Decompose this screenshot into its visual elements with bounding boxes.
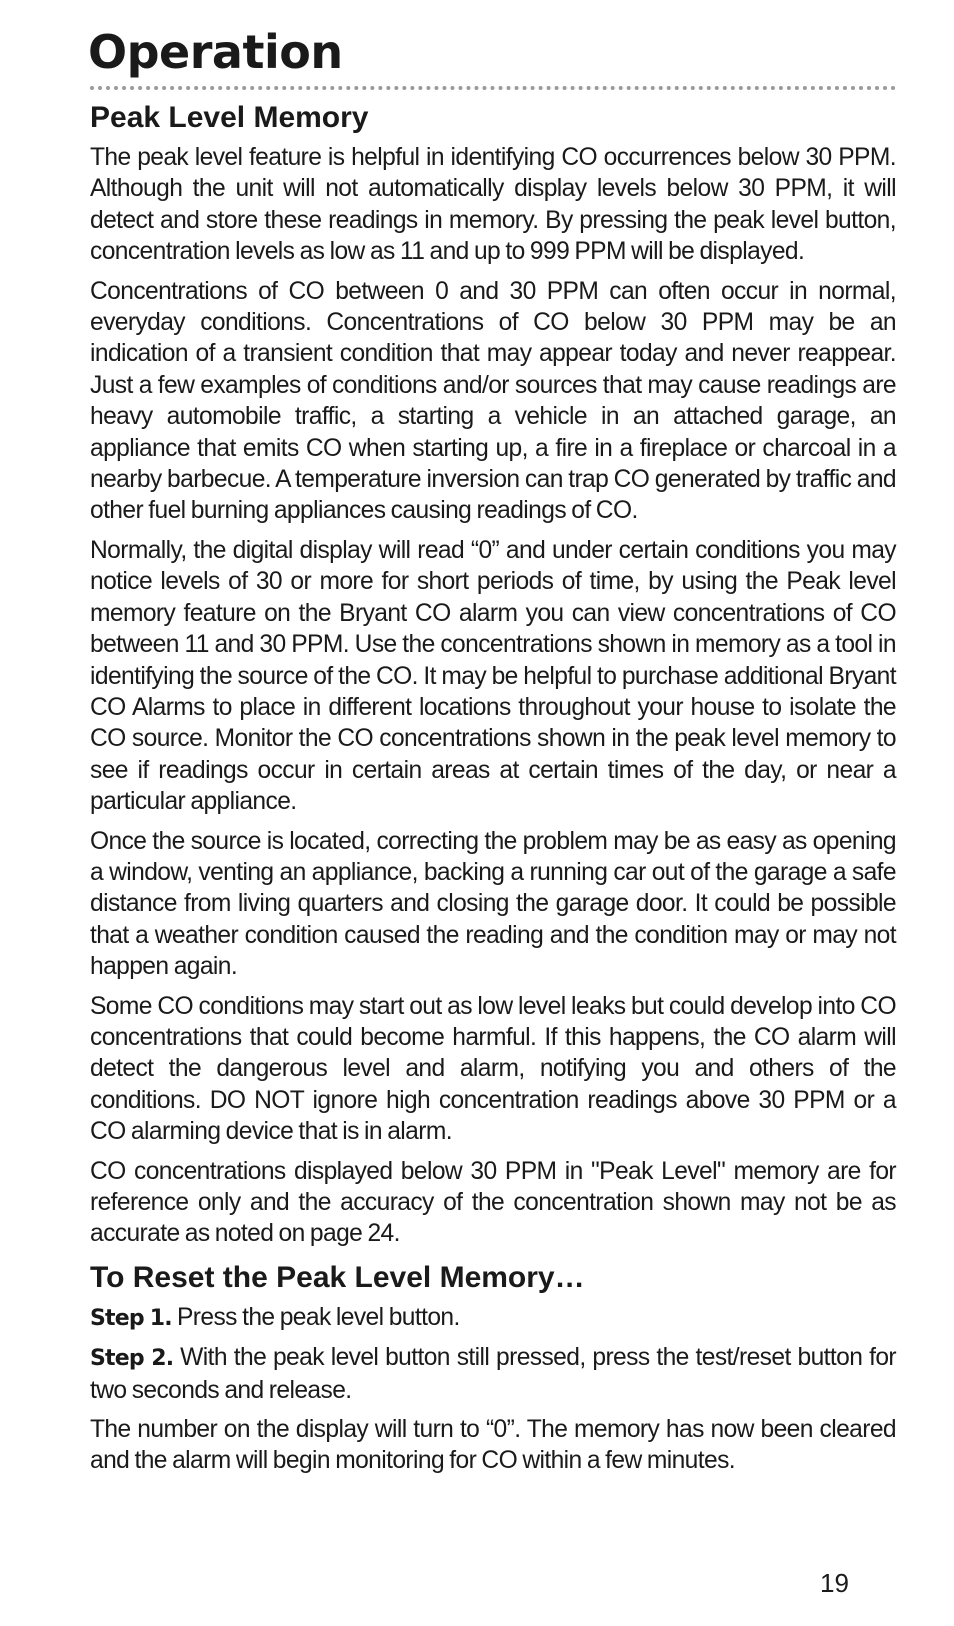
section-heading-reset-peak-memory: To Reset the Peak Level Memory… <box>90 1260 585 1294</box>
page-content <box>88 20 896 1485</box>
page-title: Operation <box>88 25 343 79</box>
dotted-divider <box>90 86 896 90</box>
paragraph: CO concentrations displayed below 30 PPM in "Peak Level" memory are for reference only and the accuracy of the concentration shown may not be as accurate as noted on page 24. <box>90 1157 896 1248</box>
step-1-label: Step 1. <box>90 1305 172 1331</box>
step-1 <box>90 1302 896 1334</box>
step-1-text: Press the peak level button. <box>171 1303 460 1331</box>
step-2-text: With the peak level button still pressed, press the test/reset button for two seconds and release. <box>90 1344 896 1404</box>
paragraph: Concentrations of CO between 0 and 30 PPM can often occur in normal, everyday conditions. Concentrations of CO below 30 PPM may be an indication of a transient condition that may appear today and never reappear. Just a few examples of conditions and/or sources that may cause readings are heavy automobile traffic, a starting a vehicle in an attached garage, an appliance that emits CO when starting up, a fire in a fireplace or charcoal in a nearby barbecue. A temperature inversion can trap CO generated by traffic and other fuel burning appliances causing readings of CO. <box>90 277 896 525</box>
paragraph: Some CO conditions may start out as low level leaks but could develop into CO concentrations that could become harmful. If this happens, the CO alarm will detect the dangerous level and alarm, notifying you and others of the conditions. DO NOT ignore high concentration readings above 30 PPM or a CO alarming device that is in alarm. <box>90 992 896 1146</box>
step-2-label: Step 2. <box>90 1346 174 1372</box>
step-2 <box>90 1342 896 1406</box>
closing-paragraph: The number on the display will turn to “0”. The memory has now been cleared and the alarm will begin monitoring for CO within a few minutes. <box>90 1416 896 1475</box>
page-number: 19 <box>820 1568 849 1598</box>
paragraph: Normally, the digital display will read “0” and under certain conditions you may notice levels of 30 or more for short periods of time, by using the Peak level memory feature on the Bryant CO alarm you can view concentrations of CO between 11 and 30 PPM. Use the concentrations shown in memory as a tool in identifying the source of the CO. It may be helpful to purchase additional Bryant CO Alarms to place in different locations throughout your house to isolate the CO source. Monitor the CO concentrations shown in the peak level memory to see if readings occur in certain areas at certain times of the day, or near a particular appliance. <box>90 536 896 816</box>
paragraph: Once the source is located, correcting the problem may be as easy as opening a window, venting an appliance, backing a running car out of the garage a safe distance from living quarters and closing the garage door. It could be possible that a weather condition caused the reading and the condition may or may not happen again. <box>90 827 896 981</box>
section-heading-peak-level-memory: Peak Level Memory <box>90 101 369 134</box>
paragraph: The peak level feature is helpful in identifying CO occurrences below 30 PPM. Although the unit will not automatically display levels below 30 PPM, it will detect and store these readings in memory. By pressing the peak level button, concentration levels as low as 11 and up to 999 PPM will be displayed. <box>90 144 896 266</box>
